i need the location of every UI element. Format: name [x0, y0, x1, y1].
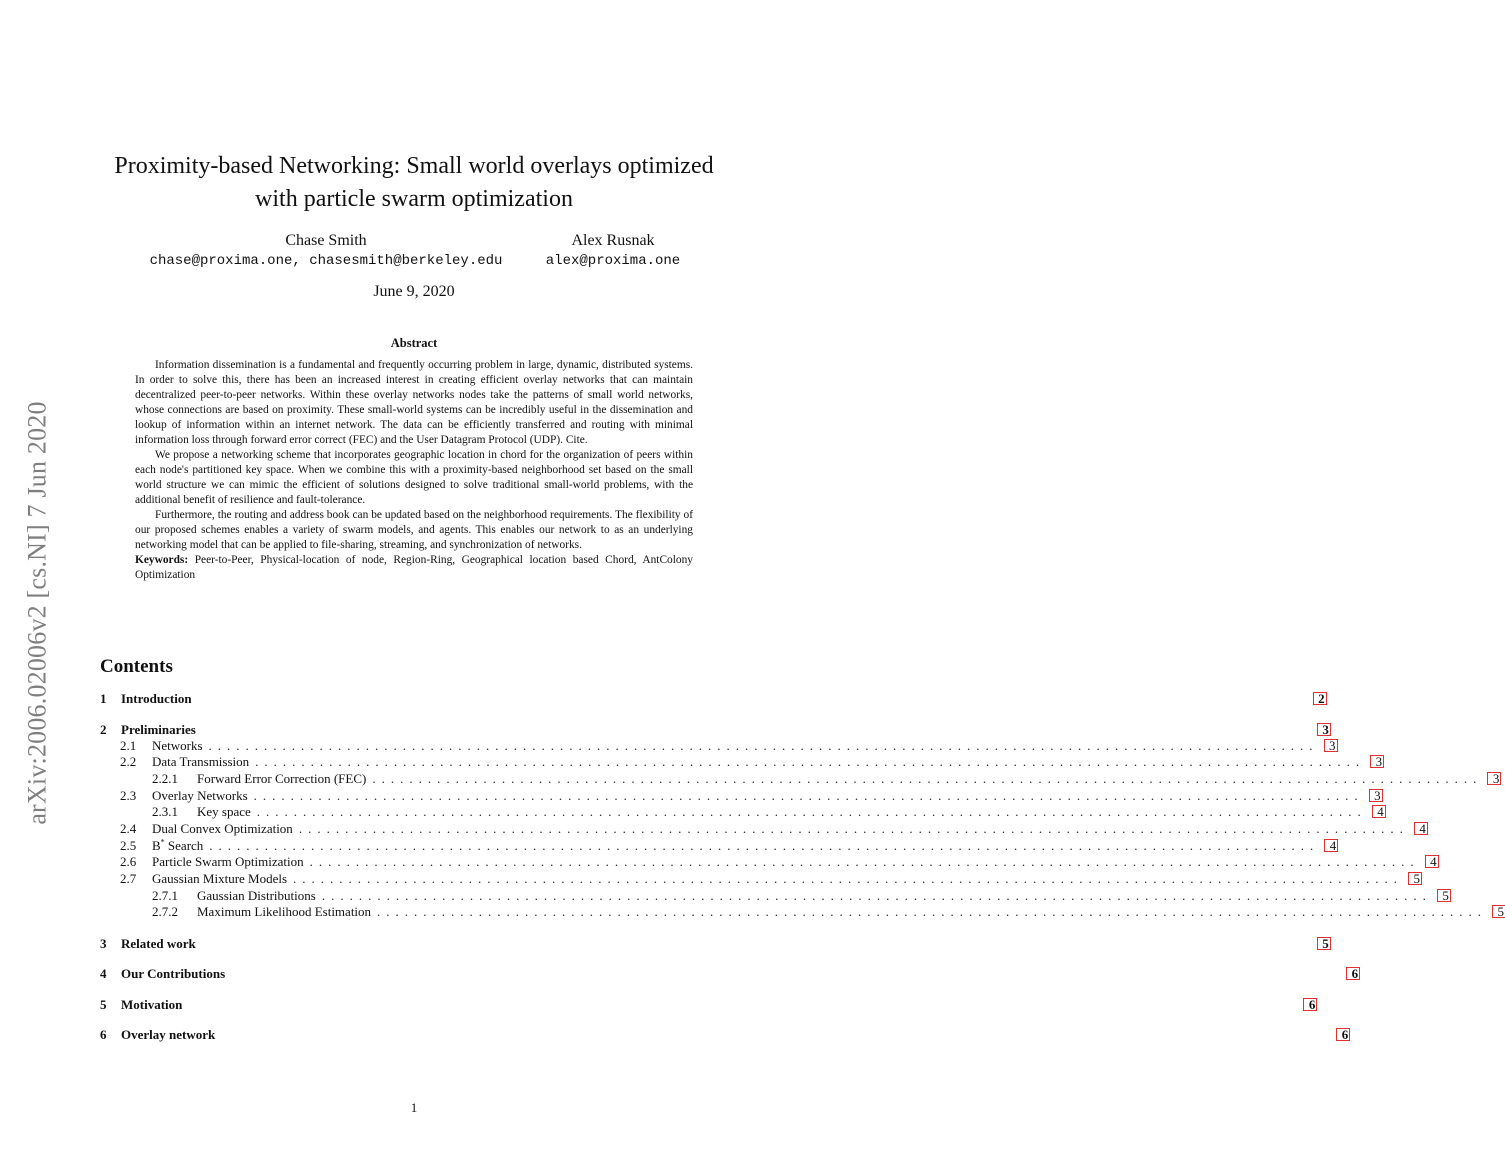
toc-leader-dots: ........................................................................................................................ [309, 854, 1420, 870]
toc-leader-dots: ........................................................................................................................ [253, 787, 1364, 803]
abstract-paragraph: Information dissemination is a fundamental and frequently occurring problem in large, dynamic, distributed systems. In order to solve this, there has been an increased interest in creating efficient overlay networks that can maintain decentralized peer-to-peer networks. Within these overlay networks nodes take the patterns of small world networks, whose connections are based on proximity. These small-world systems can be incredibly useful in the dissemination and lookup of information within an internet network. The data can be efficiently transferred and routing with minimal information loss through forward error correct (FEC) and the User Datagram Protocol (UDP). Cite. [135, 359, 693, 446]
toc-page-link[interactable]: 3 [1370, 790, 1382, 801]
toc-page-link[interactable]: 6 [1347, 968, 1359, 979]
toc-entry[interactable] [100, 887, 1449, 905]
author-name: Alex Rusnak [571, 232, 655, 249]
toc-entry-number: 2.6 [120, 854, 137, 870]
author-block-1 [140, 231, 512, 271]
toc-entry-title[interactable]: Overlay Networks [152, 787, 248, 803]
toc-leader-dots: ........................................................................................................................ [208, 737, 1319, 753]
toc-page-link[interactable]: 5 [1493, 906, 1505, 917]
toc-entry[interactable] [100, 904, 1505, 921]
toc-entry-number: 2.3 [120, 787, 137, 803]
toc-entry[interactable] [100, 754, 1383, 771]
toc-leader-dots: ........................................................................................................................ [293, 871, 1404, 886]
toc-entry-title[interactable]: Gaussian Mixture Models [152, 871, 288, 886]
toc-leader-dots: ........................................................................................................................ [255, 754, 1366, 770]
abstract-paragraph: Furthermore, the routing and address book can be updated based on the neighborhood requirements. The flexibility of our proposed schemes enables a variety of swarm models, and agents. This enables our network to as an underlying networking model that can be applied to file-sharing, streaming, and synchronization of networks. [135, 509, 693, 551]
author-email: alex@proxima.one [545, 253, 681, 269]
author-email: chase@proxima.one, chasesmith@berkeley.edu [149, 253, 503, 269]
toc-page-link[interactable]: 6 [1304, 999, 1316, 1010]
toc-page-link[interactable]: 4 [1373, 806, 1385, 817]
toc-entry-title[interactable]: Gaussian Distributions [197, 887, 316, 903]
toc-entry[interactable] [100, 965, 1359, 982]
toc-entry-title[interactable]: Our Contributions [121, 966, 226, 982]
toc-entry-number: 6 [100, 1027, 107, 1043]
keywords-label: Keywords: [135, 554, 189, 566]
toc-entry[interactable] [100, 690, 1325, 707]
toc-entry-number: 2.2.1 [152, 770, 178, 786]
toc-leader-dots: ........................................................................................................................ [298, 820, 1409, 836]
toc-page-link[interactable]: 5 [1438, 890, 1450, 901]
table-of-contents [100, 690, 1505, 1043]
toc-entry-number: 4 [100, 966, 107, 982]
toc-entry-title[interactable]: Overlay network [121, 1027, 216, 1043]
toc-entry-title[interactable]: Dual Convex Optimization [152, 820, 293, 836]
toc-entry-title[interactable]: Maximum Likelihood Estimation [197, 904, 372, 920]
toc-entry-title[interactable]: Particle Swarm Optimization [152, 854, 304, 870]
toc-entry-number: 2.3.1 [152, 804, 178, 820]
toc-leader-dots: ........................................................................................................................ [372, 770, 1483, 786]
toc-entry-title[interactable]: B* Search [152, 837, 204, 853]
toc-leader-dots: ........................................................................................................................ [256, 804, 1367, 820]
toc-entry-number: 2.5 [120, 837, 137, 853]
toc-leader-dots: ........................................................................................................................ [209, 837, 1320, 853]
toc-entry-number: 2 [100, 721, 107, 737]
toc-page-link[interactable]: 5 [1409, 873, 1421, 884]
toc-page-link[interactable]: 3 [1488, 773, 1500, 784]
toc-entry[interactable] [100, 804, 1384, 821]
abstract-paragraph: We propose a networking scheme that incorporates geographic location in chord for the organization of peers within each node's partitioned key space. When we combine this with a proximity-based neighborhood set based on the small world structure we can mimic the efficient of solutions designed to solve traditional small-world problems, with the additional benefit of resilience and fault-tolerance. [135, 449, 693, 506]
toc-entry[interactable] [100, 871, 1421, 888]
toc-leader-dots: ........................................................................................................................ [321, 887, 1432, 903]
toc-entry-number: 2.7.1 [152, 887, 178, 903]
toc-entry[interactable] [100, 820, 1426, 838]
toc-entry-number: 5 [100, 996, 107, 1012]
abstract-body [135, 358, 693, 583]
author-name: Chase Smith [285, 232, 367, 249]
toc-page-link[interactable]: 6 [1337, 1029, 1349, 1040]
toc-entry[interactable] [100, 721, 1329, 738]
toc-entry-title[interactable]: Networks [152, 737, 203, 753]
toc-entry-title[interactable]: Related work [121, 935, 196, 951]
toc-entry-number: 2.4 [120, 820, 137, 836]
toc-entry-number: 2.2 [120, 754, 137, 770]
toc-entry-number: 2.7 [120, 871, 137, 886]
toc-page-link[interactable]: 3 [1325, 740, 1337, 751]
toc-entry[interactable] [100, 935, 1329, 952]
arxiv-identifier-text: arXiv:2006.02006v2 [cs.NI] 7 Jun 2020 [23, 401, 53, 825]
toc-entry-number: 3 [100, 935, 107, 951]
toc-page-link[interactable]: 2 [1314, 693, 1326, 704]
toc-entry-title[interactable]: Data Transmission [152, 754, 250, 770]
toc-entry[interactable] [100, 1026, 1349, 1043]
toc-page-link[interactable]: 3 [1371, 756, 1383, 767]
toc-entry-title[interactable]: Introduction [121, 691, 192, 706]
toc-page-link[interactable]: 4 [1325, 840, 1337, 851]
toc-page-link[interactable]: 3 [1318, 724, 1330, 735]
toc-entry[interactable] [100, 996, 1316, 1013]
page-number: 1 [410, 1100, 418, 1115]
toc-entry[interactable] [100, 837, 1337, 855]
toc-entry[interactable] [100, 787, 1381, 805]
abstract-heading: Abstract [390, 336, 438, 350]
keywords-line [135, 553, 693, 583]
toc-entry[interactable] [100, 854, 1437, 871]
toc-entry-title[interactable]: Forward Error Correction (FEC) [197, 770, 367, 786]
toc-entry-number: 2.1 [120, 737, 137, 753]
toc-page-link[interactable]: 5 [1318, 938, 1330, 949]
toc-entry[interactable] [100, 770, 1500, 788]
keywords-text: Peer-to-Peer, Physical-location of node, Region-Ring, Geographical location based Chord, AntColony Optimization [135, 554, 693, 581]
toc-entry-title[interactable]: Key space [197, 804, 251, 820]
toc-entry-title[interactable]: Preliminaries [121, 721, 196, 737]
paper-title: Proximity-based Networking: Small world overlays optimized with particle swarm optimization [114, 153, 714, 212]
author-block-2 [528, 231, 698, 271]
paper-date: June 9, 2020 [373, 283, 455, 300]
toc-page-link[interactable]: 4 [1415, 823, 1427, 834]
toc-entry-number: 1 [100, 691, 107, 706]
toc-entry-title[interactable]: Motivation [121, 996, 183, 1012]
toc-entry[interactable] [100, 737, 1336, 755]
toc-page-link[interactable]: 4 [1426, 856, 1438, 867]
contents-heading: Contents [100, 656, 173, 677]
arxiv-identifier-stamp [8, 378, 68, 848]
toc-leader-dots: ........................................................................................................................ [377, 904, 1488, 920]
toc-entry-number: 2.7.2 [152, 904, 178, 920]
